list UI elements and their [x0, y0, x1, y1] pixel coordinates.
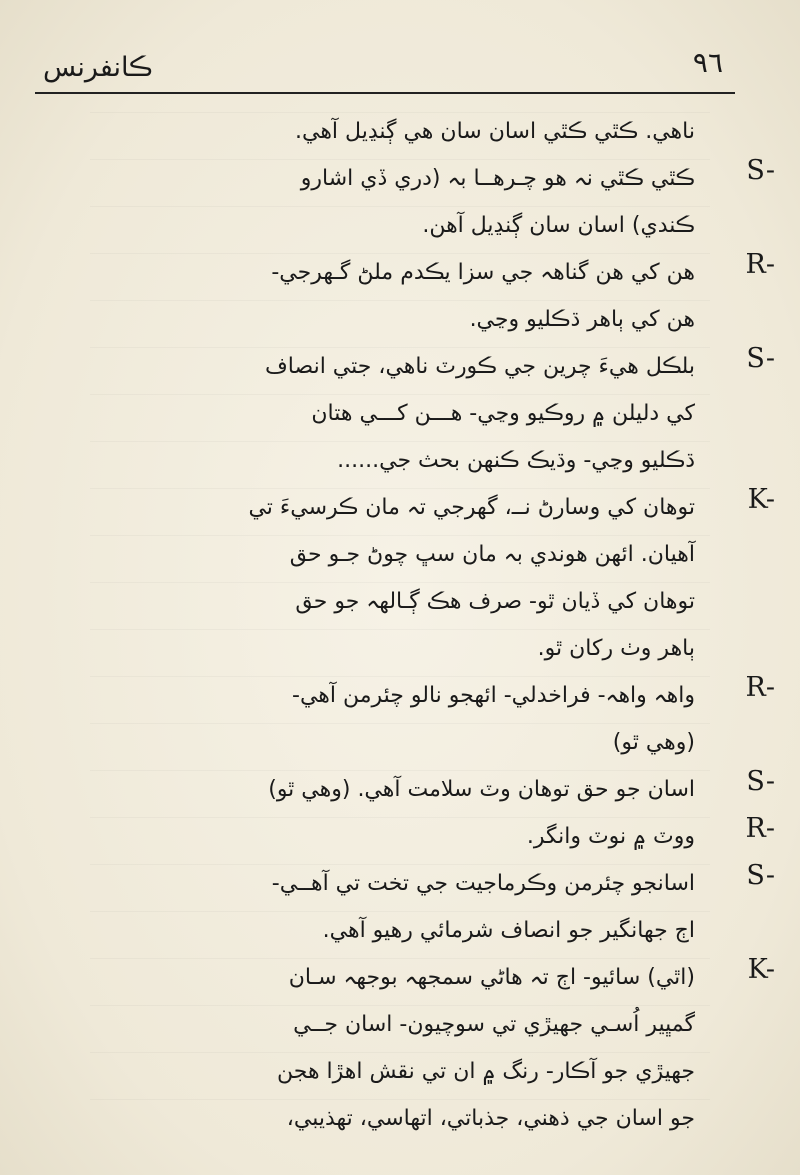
- dialogue-block: [35, 766, 775, 813]
- dialogue-block: [35, 954, 775, 1142]
- text-line: (وهي ٿو): [612, 730, 695, 755]
- dialogue-body: [35, 108, 775, 1142]
- dialogue-block: [35, 108, 775, 155]
- dialogue-text: [35, 672, 695, 766]
- dialogue-text: [35, 343, 695, 484]
- dialogue-block: [35, 860, 775, 954]
- text-line: هن کي هن گناهہ جي سزا يڪدم ملڻ گـهرجي-: [271, 260, 695, 285]
- text-line: گمڀير اُسـي جهيڙي تي سوچيون- اسان جــي: [293, 1012, 695, 1037]
- dialogue-block: [35, 813, 775, 860]
- text-line: واهہ واهہ- فراخدلي- ائهجو نالو چئرمن آهي-: [292, 683, 695, 708]
- page-number: ٩٦: [692, 46, 723, 79]
- text-line: آهيان. ائهن هوندي بہ مان سڀ چوڻ جـو حق: [289, 542, 695, 567]
- speaker-label: R-: [745, 813, 775, 844]
- page-header: [35, 40, 735, 94]
- dialogue-block: [35, 484, 775, 672]
- text-line: ڪندي) اسان سان ڳنڍيل آهن.: [422, 213, 695, 238]
- text-line: ناهي. ڪٿي ڪٿي اسان سان هي ڳنڍيل آهي.: [295, 119, 695, 144]
- text-line: توهان کي ڏيان ٿو- صرف هڪ ڳـالهہ جو حق: [295, 589, 695, 614]
- text-line: توهان کي وسارڻ نــ، گهرجي تہ مان ڪرسيءَ تي: [248, 495, 695, 520]
- running-head: ڪانفرنس: [43, 52, 153, 83]
- dialogue-text: [35, 766, 695, 813]
- text-line: اڄ جهانگير جو انصاف شرمائي رهيو آهي.: [322, 918, 695, 943]
- speaker-label: S-: [746, 343, 775, 374]
- text-line: بلڪل هيءَ چرين جي ڪورٽ ناهي، جتي انصاف: [264, 354, 695, 379]
- text-line: ڌڪليو وڃي- وڌيڪ ڪنهن بحث جي......: [337, 448, 695, 473]
- speaker-label: R-: [745, 249, 775, 280]
- text-line: جو اسان جي ذهني، جذباتي، اتهاسي، تهذيبي،: [286, 1106, 695, 1131]
- dialogue-block: [35, 343, 775, 484]
- speaker-label: K-: [747, 484, 775, 515]
- text-line: ٻاهر وٺ رکان ٿو.: [537, 636, 695, 661]
- speaker-label: K-: [747, 954, 775, 985]
- dialogue-text: [35, 860, 695, 954]
- text-line: ڪٿي ڪٿي نہ هو چـرهــا بہ (دري ڏي اشارو: [300, 166, 695, 191]
- dialogue-text: [35, 108, 695, 155]
- speaker-label: S-: [746, 766, 775, 797]
- text-line: ووٽ ۾ نوٽ وانگر.: [526, 824, 695, 849]
- text-line: (اٿي) سائيو- اڄ تہ هاڻي سمجهہ بوجهہ سـان: [288, 965, 695, 990]
- dialogue-block: [35, 672, 775, 766]
- text-line: اسانجو چئرمن وڪرماجيت جي تخت تي آهــي-: [271, 871, 695, 896]
- dialogue-text: [35, 813, 695, 860]
- text-line: جهيڙي جو آڪار- رنگ ۾ ان تي نقش اهڙا هجن: [277, 1059, 695, 1084]
- dialogue-text: [35, 484, 695, 672]
- dialogue-text: [35, 155, 695, 249]
- speaker-label: S-: [746, 155, 775, 186]
- dialogue-block: [35, 155, 775, 249]
- dialogue-block: [35, 249, 775, 343]
- text-line: هن کي ٻاهر ڌڪليو وڃي.: [469, 307, 695, 332]
- dialogue-text: [35, 954, 695, 1142]
- dialogue-text: [35, 249, 695, 343]
- speaker-label: R-: [745, 672, 775, 703]
- text-line: کي دليلن ۾ روڪيو وڃي- هـــن کـــي هتان: [311, 401, 695, 426]
- speaker-label: S-: [746, 860, 775, 891]
- text-line: اسان جو حق توهان وٽ سلامت آهي. (وهي ٿو): [268, 777, 695, 802]
